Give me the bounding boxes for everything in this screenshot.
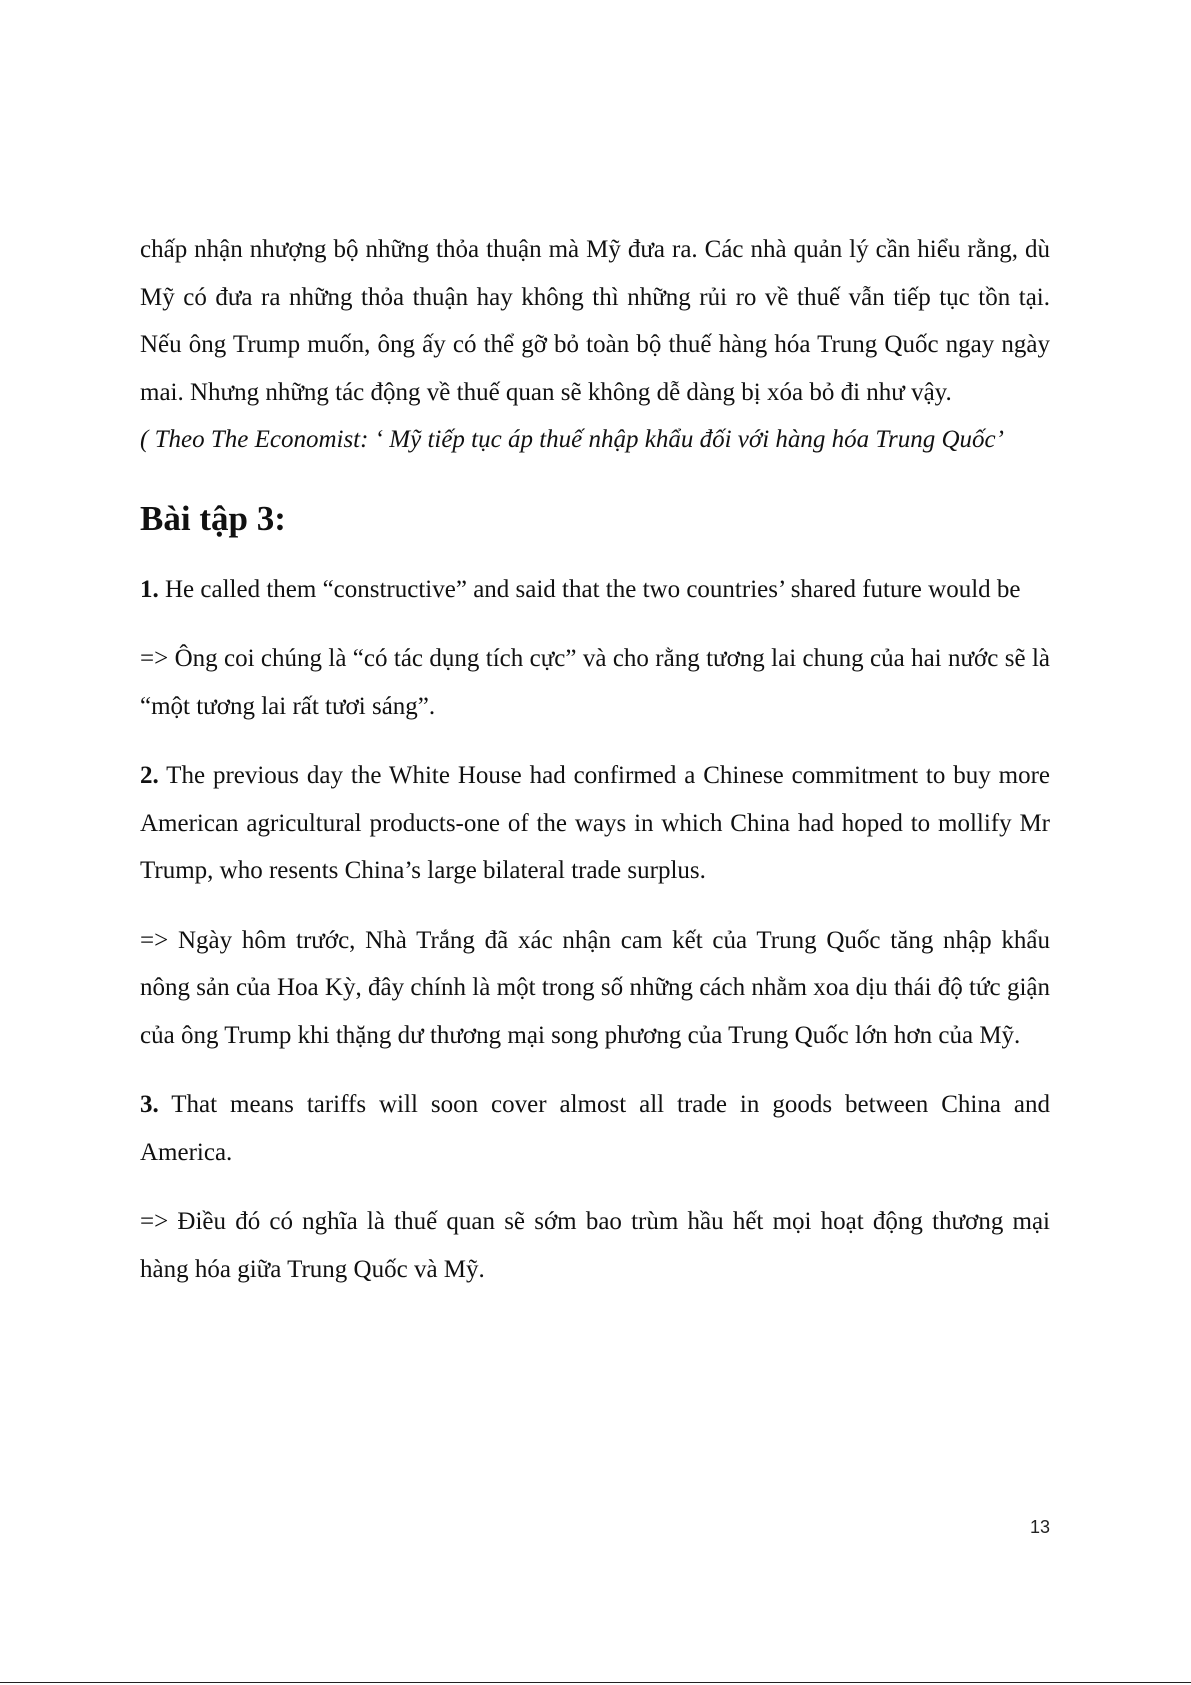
item-1-english-text: He called them “constructive” and said that the two countries’ shared future would be [158,575,1021,603]
exercise-heading: Bài tập 3: [140,498,286,538]
item-3-translation: => Điều đó có nghĩa là thuế quan sẽ sớm bao trùm hầu hết mọi hoạt động thương mại hàng hóa giữa Trung Quốc và Mỹ. [140,1208,1050,1283]
item-2-english [140,752,1050,895]
item-1-translation: => Ông coi chúng là “có tác dụng tích cực” và cho rằng tương lai chung của hai nước sẽ là “một tương lai rất tươi sáng”. [140,645,1050,720]
intro-paragraph: chấp nhận nhượng bộ những thỏa thuận mà Mỹ đưa ra. Các nhà quản lý cần hiểu rằng, dù Mỹ có đưa ra những thỏa thuận hay không thì những rủi ro về thuế vẫn tiếp tục tồn tại. Nếu ông Trump muốn, ông ấy có thể gỡ bỏ toàn bộ thuế hàng hóa Trung Quốc ngay ngày mai. Nhưng những tác động về thuế quan sẽ không dễ dàng bị xóa bỏ đi như vậy. [140,236,1050,406]
page-number: 13 [1030,1517,1051,1537]
item-2-english-text: The previous day the White House had confirmed a Chinese commitment to buy more American agricultural products-one of the ways in which China had hoped to mollify Mr Trump, who resents China’s large bilateral trade surplus. [140,762,1050,884]
item-1-number: 1. [140,575,159,603]
page-content [140,226,1050,1315]
item-1-english [140,566,1050,614]
item-3-english-text: That means tariffs will soon cover almost all trade in goods between China and America. [140,1091,1050,1166]
item-3-number: 3. [140,1091,159,1118]
item-2-translation: => Ngày hôm trước, Nhà Trắng đã xác nhận cam kết của Trung Quốc tăng nhập khẩu nông sản của Hoa Kỳ, đây chính là một trong số những cách nhằm xoa dịu thái độ tức giận của ông Trump khi thặng dư thương mại song phương của Trung Quốc lớn hơn của Mỹ. [140,926,1050,1049]
item-2-number: 2. [140,762,159,789]
source-note: ( Theo The Economist: ‘ Mỹ tiếp tục áp thuế nhập khẩu đối với hàng hóa Trung Quốc’ [140,426,1004,453]
bottom-rule [0,1682,1191,1683]
item-3-english [140,1081,1050,1176]
